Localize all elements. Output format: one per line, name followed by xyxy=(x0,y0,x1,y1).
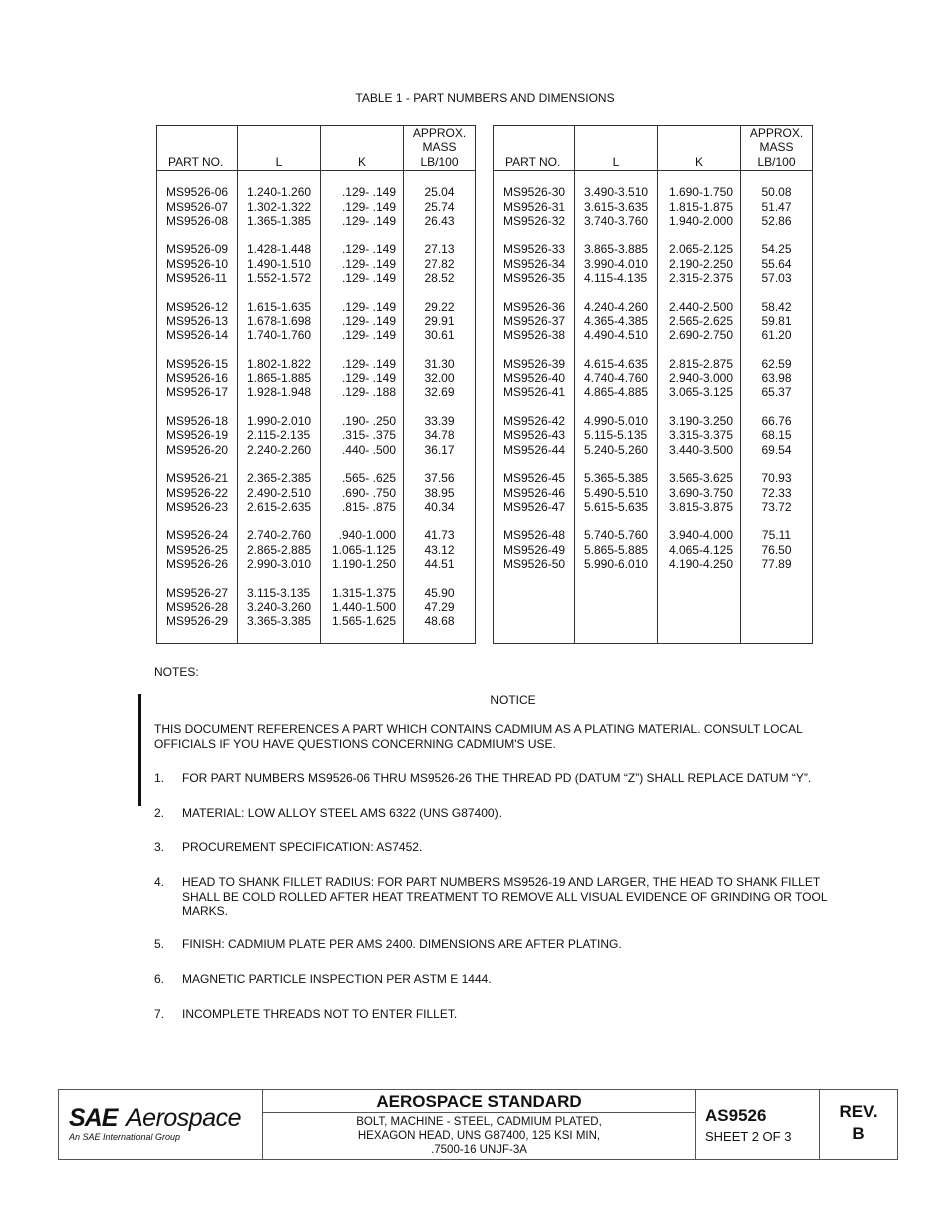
k-dimension-cell: .940-1.000 xyxy=(321,528,404,542)
mass-cell: 45.90 xyxy=(404,586,476,600)
sheet-number: SHEET 2 OF 3 xyxy=(705,1129,792,1144)
l-dimension-cell: 5.490-5.510 xyxy=(575,486,658,500)
table-row xyxy=(494,371,813,385)
table-row xyxy=(494,471,813,485)
part-number-cell: MS9526-47 xyxy=(494,500,575,514)
part-number-cell: MS9526-23 xyxy=(157,500,238,514)
part-number-cell: MS9526-43 xyxy=(494,428,575,442)
part-number-cell: MS9526-35 xyxy=(494,271,575,285)
mass-cell: 75.11 xyxy=(741,528,813,542)
part-number-cell: MS9526-08 xyxy=(157,214,238,228)
k-dimension-cell: .129- .188 xyxy=(321,385,404,399)
rev-label: REV. xyxy=(839,1102,878,1121)
l-dimension-cell: 1.865-1.885 xyxy=(238,371,321,385)
l-dimension-cell: 4.115-4.135 xyxy=(575,271,658,285)
l-dimension-cell: 4.240-4.260 xyxy=(575,300,658,314)
mass-cell: 72.33 xyxy=(741,486,813,500)
table-row xyxy=(494,614,813,628)
table-row xyxy=(157,586,476,600)
note-text: FINISH: CADMIUM PLATE PER AMS 2400. DIMENSIONS ARE AFTER PLATING. xyxy=(182,937,622,951)
mass-cell: 28.52 xyxy=(404,271,476,285)
mass-cell: 38.95 xyxy=(404,486,476,500)
rev-value: B xyxy=(852,1124,865,1143)
l-dimension-cell: 5.865-5.885 xyxy=(575,543,658,557)
l-dimension-cell: 3.990-4.010 xyxy=(575,257,658,271)
k-dimension-cell: .315- .375 xyxy=(321,428,404,442)
title-cell xyxy=(263,1090,696,1159)
l-dimension-cell: 4.615-4.635 xyxy=(575,357,658,371)
l-dimension-cell: 3.240-3.260 xyxy=(238,600,321,614)
l-dimension-cell: 2.740-2.760 xyxy=(238,528,321,542)
table-row xyxy=(157,257,476,271)
table-row xyxy=(157,614,476,628)
mass-cell: 54.25 xyxy=(741,242,813,256)
k-dimension-cell: .129- .149 xyxy=(321,357,404,371)
notice-heading: NOTICE xyxy=(490,693,536,707)
k-dimension-cell: 1.940-2.000 xyxy=(658,214,741,228)
mass-cell: 52.86 xyxy=(741,214,813,228)
part-number-cell: MS9526-42 xyxy=(494,414,575,428)
part-number-cell xyxy=(494,586,575,600)
table-row xyxy=(157,557,476,571)
l-dimension-cell: 1.990-2.010 xyxy=(238,414,321,428)
table-row xyxy=(157,600,476,614)
part-number-cell: MS9526-32 xyxy=(494,214,575,228)
l-dimension-cell: 4.490-4.510 xyxy=(575,328,658,342)
header-part-no: PART NO. xyxy=(157,126,238,171)
l-dimension-cell: 1.302-1.322 xyxy=(238,200,321,214)
table-row xyxy=(494,500,813,514)
table-row xyxy=(494,328,813,342)
k-dimension-cell: 3.065-3.125 xyxy=(658,385,741,399)
l-dimension-cell xyxy=(575,600,658,614)
note-text: PROCUREMENT SPECIFICATION: AS7452. xyxy=(182,840,423,854)
part-number-cell: MS9526-12 xyxy=(157,300,238,314)
k-dimension-cell: 3.940-4.000 xyxy=(658,528,741,542)
part-number-cell: MS9526-30 xyxy=(494,185,575,199)
table-row xyxy=(157,242,476,256)
table-row xyxy=(157,471,476,485)
k-dimension-cell: .440- .500 xyxy=(321,443,404,457)
l-dimension-cell: 1.428-1.448 xyxy=(238,242,321,256)
mass-cell: 33.39 xyxy=(404,414,476,428)
k-dimension-cell: 3.815-3.875 xyxy=(658,500,741,514)
mass-cell: 27.82 xyxy=(404,257,476,271)
part-number-cell: MS9526-18 xyxy=(157,414,238,428)
k-dimension-cell: 1.565-1.625 xyxy=(321,614,404,628)
table-row xyxy=(157,214,476,228)
l-dimension-cell: 4.740-4.760 xyxy=(575,371,658,385)
mass-cell: 31.30 xyxy=(404,357,476,371)
part-number-cell: MS9526-29 xyxy=(157,614,238,628)
header-l: L xyxy=(575,126,658,171)
table-row xyxy=(157,185,476,199)
k-dimension-cell: 2.315-2.375 xyxy=(658,271,741,285)
k-dimension-cell: 4.065-4.125 xyxy=(658,543,741,557)
header-mass: APPROX. MASS LB/100 xyxy=(741,126,813,171)
note-text: INCOMPLETE THREADS NOT TO ENTER FILLET. xyxy=(182,1007,458,1021)
mass-cell: 29.22 xyxy=(404,300,476,314)
part-number-cell: MS9526-50 xyxy=(494,557,575,571)
table-row xyxy=(494,271,813,285)
k-dimension-cell: 1.815-1.875 xyxy=(658,200,741,214)
mass-cell xyxy=(741,600,813,614)
mass-cell: 44.51 xyxy=(404,557,476,571)
l-dimension-cell: 1.678-1.698 xyxy=(238,314,321,328)
revision-bar xyxy=(138,694,141,806)
l-dimension-cell xyxy=(575,614,658,628)
l-dimension-cell: 1.490-1.510 xyxy=(238,257,321,271)
l-dimension-cell: 3.615-3.635 xyxy=(575,200,658,214)
table-row xyxy=(494,543,813,557)
table-row xyxy=(494,185,813,199)
l-dimension-cell: 3.740-3.760 xyxy=(575,214,658,228)
part-number-cell xyxy=(494,600,575,614)
note-text: FOR PART NUMBERS MS9526-06 THRU MS9526-26 THE THREAD PD (DATUM “Z”) SHALL REPLACE DATUM “Y”. xyxy=(182,771,812,785)
k-dimension-cell: .129- .149 xyxy=(321,300,404,314)
k-dimension-cell: 3.190-3.250 xyxy=(658,414,741,428)
parts-table-left xyxy=(156,125,476,644)
k-dimension-cell: 2.565-2.625 xyxy=(658,314,741,328)
table-row xyxy=(157,528,476,542)
part-number-cell xyxy=(494,614,575,628)
mass-cell: 55.64 xyxy=(741,257,813,271)
part-number-cell: MS9526-26 xyxy=(157,557,238,571)
k-dimension-cell: .565- .625 xyxy=(321,471,404,485)
part-number-cell: MS9526-33 xyxy=(494,242,575,256)
mass-cell: 32.00 xyxy=(404,371,476,385)
l-dimension-cell: 4.990-5.010 xyxy=(575,414,658,428)
note-number: 2. xyxy=(154,806,165,820)
table-row xyxy=(157,414,476,428)
table-row xyxy=(157,328,476,342)
table-row xyxy=(494,528,813,542)
k-dimension-cell: 4.190-4.250 xyxy=(658,557,741,571)
table-row xyxy=(157,543,476,557)
k-dimension-cell: 3.440-3.500 xyxy=(658,443,741,457)
l-dimension-cell: 5.615-5.635 xyxy=(575,500,658,514)
part-number-cell: MS9526-36 xyxy=(494,300,575,314)
mass-cell xyxy=(741,586,813,600)
header-k: K xyxy=(658,126,741,171)
table-row xyxy=(494,428,813,442)
l-dimension-cell: 1.365-1.385 xyxy=(238,214,321,228)
notice-text: THIS DOCUMENT REFERENCES A PART WHICH CONTAINS CADMIUM AS A PLATING MATERIAL. CONSULT LOCAL OFFICIALS IF YOU HAVE QUESTIONS CONCERNING CADMIUM'S USE. xyxy=(154,722,803,751)
part-number-cell: MS9526-28 xyxy=(157,600,238,614)
notes-heading: NOTES: xyxy=(154,665,199,679)
subtitle-line: HEXAGON HEAD, UNS G87400, 125 KSI MIN, xyxy=(357,1130,601,1142)
l-dimension-cell: 2.990-3.010 xyxy=(238,557,321,571)
part-number-cell: MS9526-09 xyxy=(157,242,238,256)
mass-cell: 65.37 xyxy=(741,385,813,399)
logo-aerospace-text: Aerospace xyxy=(126,1104,242,1132)
part-number-cell: MS9526-34 xyxy=(494,257,575,271)
mass-cell: 73.72 xyxy=(741,500,813,514)
l-dimension-cell: 2.365-2.385 xyxy=(238,471,321,485)
sae-aerospace-logo xyxy=(59,1090,263,1159)
table-row xyxy=(157,314,476,328)
note-number: 4. xyxy=(154,875,165,889)
k-dimension-cell xyxy=(658,600,741,614)
table-title: TABLE 1 - PART NUMBERS AND DIMENSIONS xyxy=(355,91,615,105)
table-row xyxy=(157,486,476,500)
l-dimension-cell: 3.865-3.885 xyxy=(575,242,658,256)
mass-cell: 70.93 xyxy=(741,471,813,485)
part-number-cell: MS9526-27 xyxy=(157,586,238,600)
l-dimension-cell xyxy=(575,586,658,600)
k-dimension-cell: 2.440-2.500 xyxy=(658,300,741,314)
part-number-cell: MS9526-19 xyxy=(157,428,238,442)
table-row xyxy=(494,414,813,428)
part-number-cell: MS9526-49 xyxy=(494,543,575,557)
k-dimension-cell: 1.315-1.375 xyxy=(321,586,404,600)
k-dimension-cell xyxy=(658,614,741,628)
mass-cell: 27.13 xyxy=(404,242,476,256)
part-number-cell: MS9526-07 xyxy=(157,200,238,214)
part-number-cell: MS9526-15 xyxy=(157,357,238,371)
part-number-cell: MS9526-20 xyxy=(157,443,238,457)
l-dimension-cell: 2.615-2.635 xyxy=(238,500,321,514)
table-row xyxy=(157,443,476,457)
document-number-cell xyxy=(696,1090,820,1159)
mass-cell: 25.04 xyxy=(404,185,476,199)
mass-cell: 29.91 xyxy=(404,314,476,328)
note-number: 5. xyxy=(154,937,165,951)
logo-subtitle: An SAE International Group xyxy=(69,1132,181,1142)
l-dimension-cell: 3.115-3.135 xyxy=(238,586,321,600)
k-dimension-cell: 2.940-3.000 xyxy=(658,371,741,385)
part-number-cell: MS9526-37 xyxy=(494,314,575,328)
mass-cell: 62.59 xyxy=(741,357,813,371)
table-row xyxy=(494,586,813,600)
table-row xyxy=(494,557,813,571)
l-dimension-cell: 3.365-3.385 xyxy=(238,614,321,628)
standard-heading: AEROSPACE STANDARD xyxy=(263,1090,695,1113)
k-dimension-cell: 3.315-3.375 xyxy=(658,428,741,442)
table-row xyxy=(157,271,476,285)
mass-cell: 76.50 xyxy=(741,543,813,557)
table-row xyxy=(494,443,813,457)
document-subtitle xyxy=(263,1113,695,1157)
table-row xyxy=(494,200,813,214)
l-dimension-cell: 1.552-1.572 xyxy=(238,271,321,285)
note-number: 6. xyxy=(154,972,165,986)
parts-table-right xyxy=(493,125,813,644)
part-number-cell: MS9526-17 xyxy=(157,385,238,399)
mass-cell: 36.17 xyxy=(404,443,476,457)
k-dimension-cell: 1.690-1.750 xyxy=(658,185,741,199)
subtitle-line: BOLT, MACHINE - STEEL, CADMIUM PLATED, xyxy=(356,1116,602,1128)
mass-cell: 50.08 xyxy=(741,185,813,199)
table-row xyxy=(157,371,476,385)
mass-cell: 26.43 xyxy=(404,214,476,228)
part-number-cell: MS9526-06 xyxy=(157,185,238,199)
k-dimension-cell: .129- .149 xyxy=(321,242,404,256)
part-number-cell: MS9526-22 xyxy=(157,486,238,500)
part-number-cell: MS9526-39 xyxy=(494,357,575,371)
part-number-cell: MS9526-31 xyxy=(494,200,575,214)
revision-cell xyxy=(820,1090,897,1159)
k-dimension-cell: .129- .149 xyxy=(321,271,404,285)
l-dimension-cell: 4.865-4.885 xyxy=(575,385,658,399)
table-row xyxy=(157,385,476,399)
table-row xyxy=(494,214,813,228)
table-row xyxy=(157,428,476,442)
table-row xyxy=(494,314,813,328)
part-number-cell: MS9526-10 xyxy=(157,257,238,271)
l-dimension-cell: 5.240-5.260 xyxy=(575,443,658,457)
mass-cell: 61.20 xyxy=(741,328,813,342)
mass-cell: 58.42 xyxy=(741,300,813,314)
mass-cell: 51.47 xyxy=(741,200,813,214)
k-dimension-cell: 1.065-1.125 xyxy=(321,543,404,557)
subtitle-line: .7500-16 UNJF-3A xyxy=(431,1144,527,1156)
k-dimension-cell: .690- .750 xyxy=(321,486,404,500)
part-number-cell: MS9526-48 xyxy=(494,528,575,542)
k-dimension-cell xyxy=(658,586,741,600)
mass-cell: 77.89 xyxy=(741,557,813,571)
header-k: K xyxy=(321,126,404,171)
l-dimension-cell: 4.365-4.385 xyxy=(575,314,658,328)
note-number: 3. xyxy=(154,840,165,854)
table-row xyxy=(157,500,476,514)
header-part-no: PART NO. xyxy=(494,126,575,171)
k-dimension-cell: .129- .149 xyxy=(321,185,404,199)
part-number-cell: MS9526-11 xyxy=(157,271,238,285)
note-number: 7. xyxy=(154,1007,165,1021)
document-number: AS9526 xyxy=(705,1106,767,1125)
k-dimension-cell: .129- .149 xyxy=(321,257,404,271)
logo-sae-text: SAE xyxy=(69,1104,118,1132)
mass-cell: 25.74 xyxy=(404,200,476,214)
k-dimension-cell: .190- .250 xyxy=(321,414,404,428)
note-text: MAGNETIC PARTICLE INSPECTION PER ASTM E 1444. xyxy=(182,972,492,986)
k-dimension-cell: 2.690-2.750 xyxy=(658,328,741,342)
mass-cell: 48.68 xyxy=(404,614,476,628)
k-dimension-cell: 2.065-2.125 xyxy=(658,242,741,256)
table-row xyxy=(494,385,813,399)
mass-cell: 37.56 xyxy=(404,471,476,485)
mass-cell: 68.15 xyxy=(741,428,813,442)
note-number: 1. xyxy=(154,771,165,785)
mass-cell: 30.61 xyxy=(404,328,476,342)
note-text: MATERIAL: LOW ALLOY STEEL AMS 6322 (UNS G87400). xyxy=(182,806,502,820)
k-dimension-cell: 1.190-1.250 xyxy=(321,557,404,571)
l-dimension-cell: 5.990-6.010 xyxy=(575,557,658,571)
part-number-cell: MS9526-14 xyxy=(157,328,238,342)
l-dimension-cell: 1.240-1.260 xyxy=(238,185,321,199)
l-dimension-cell: 2.865-2.885 xyxy=(238,543,321,557)
k-dimension-cell: 1.440-1.500 xyxy=(321,600,404,614)
table-row xyxy=(494,600,813,614)
table-row xyxy=(494,242,813,256)
l-dimension-cell: 2.240-2.260 xyxy=(238,443,321,457)
part-number-cell: MS9526-40 xyxy=(494,371,575,385)
k-dimension-cell: 3.565-3.625 xyxy=(658,471,741,485)
part-number-cell: MS9526-13 xyxy=(157,314,238,328)
title-block xyxy=(58,1089,898,1160)
k-dimension-cell: .129- .149 xyxy=(321,328,404,342)
l-dimension-cell: 2.115-2.135 xyxy=(238,428,321,442)
mass-cell xyxy=(741,614,813,628)
k-dimension-cell: .129- .149 xyxy=(321,314,404,328)
l-dimension-cell: 1.740-1.760 xyxy=(238,328,321,342)
k-dimension-cell: .129- .149 xyxy=(321,200,404,214)
mass-cell: 66.76 xyxy=(741,414,813,428)
k-dimension-cell: 3.690-3.750 xyxy=(658,486,741,500)
k-dimension-cell: 2.815-2.875 xyxy=(658,357,741,371)
part-number-cell: MS9526-44 xyxy=(494,443,575,457)
table-row xyxy=(157,357,476,371)
mass-cell: 59.81 xyxy=(741,314,813,328)
l-dimension-cell: 5.365-5.385 xyxy=(575,471,658,485)
l-dimension-cell: 5.115-5.135 xyxy=(575,428,658,442)
mass-cell: 47.29 xyxy=(404,600,476,614)
header-mass: APPROX. MASS LB/100 xyxy=(404,126,476,171)
mass-cell: 43.12 xyxy=(404,543,476,557)
k-dimension-cell: .129- .149 xyxy=(321,371,404,385)
table-row xyxy=(157,200,476,214)
mass-cell: 69.54 xyxy=(741,443,813,457)
l-dimension-cell: 1.928-1.948 xyxy=(238,385,321,399)
k-dimension-cell: 2.190-2.250 xyxy=(658,257,741,271)
part-number-cell: MS9526-41 xyxy=(494,385,575,399)
l-dimension-cell: 1.802-1.822 xyxy=(238,357,321,371)
mass-cell: 57.03 xyxy=(741,271,813,285)
mass-cell: 63.98 xyxy=(741,371,813,385)
part-number-cell: MS9526-25 xyxy=(157,543,238,557)
k-dimension-cell: .129- .149 xyxy=(321,214,404,228)
l-dimension-cell: 3.490-3.510 xyxy=(575,185,658,199)
note-text: HEAD TO SHANK FILLET RADIUS: FOR PART NUMBERS MS9526-19 AND LARGER, THE HEAD TO SHANK FILLET SHALL BE COLD ROLLED AFTER HEAT TREATMENT TO REMOVE ALL VISUAL EVIDENCE OF GRINDING OR TOOL MARKS. xyxy=(182,875,828,918)
mass-cell: 34.78 xyxy=(404,428,476,442)
part-number-cell: MS9526-16 xyxy=(157,371,238,385)
part-number-cell: MS9526-46 xyxy=(494,486,575,500)
mass-cell: 40.34 xyxy=(404,500,476,514)
part-number-cell: MS9526-24 xyxy=(157,528,238,542)
l-dimension-cell: 1.615-1.635 xyxy=(238,300,321,314)
table-row xyxy=(494,257,813,271)
part-number-cell: MS9526-38 xyxy=(494,328,575,342)
mass-cell: 32.69 xyxy=(404,385,476,399)
part-number-cell: MS9526-21 xyxy=(157,471,238,485)
mass-cell: 41.73 xyxy=(404,528,476,542)
k-dimension-cell: .815- .875 xyxy=(321,500,404,514)
header-l: L xyxy=(238,126,321,171)
part-number-cell: MS9526-45 xyxy=(494,471,575,485)
table-row xyxy=(494,486,813,500)
table-row xyxy=(494,357,813,371)
l-dimension-cell: 2.490-2.510 xyxy=(238,486,321,500)
l-dimension-cell: 5.740-5.760 xyxy=(575,528,658,542)
table-row xyxy=(494,300,813,314)
table-row xyxy=(157,300,476,314)
